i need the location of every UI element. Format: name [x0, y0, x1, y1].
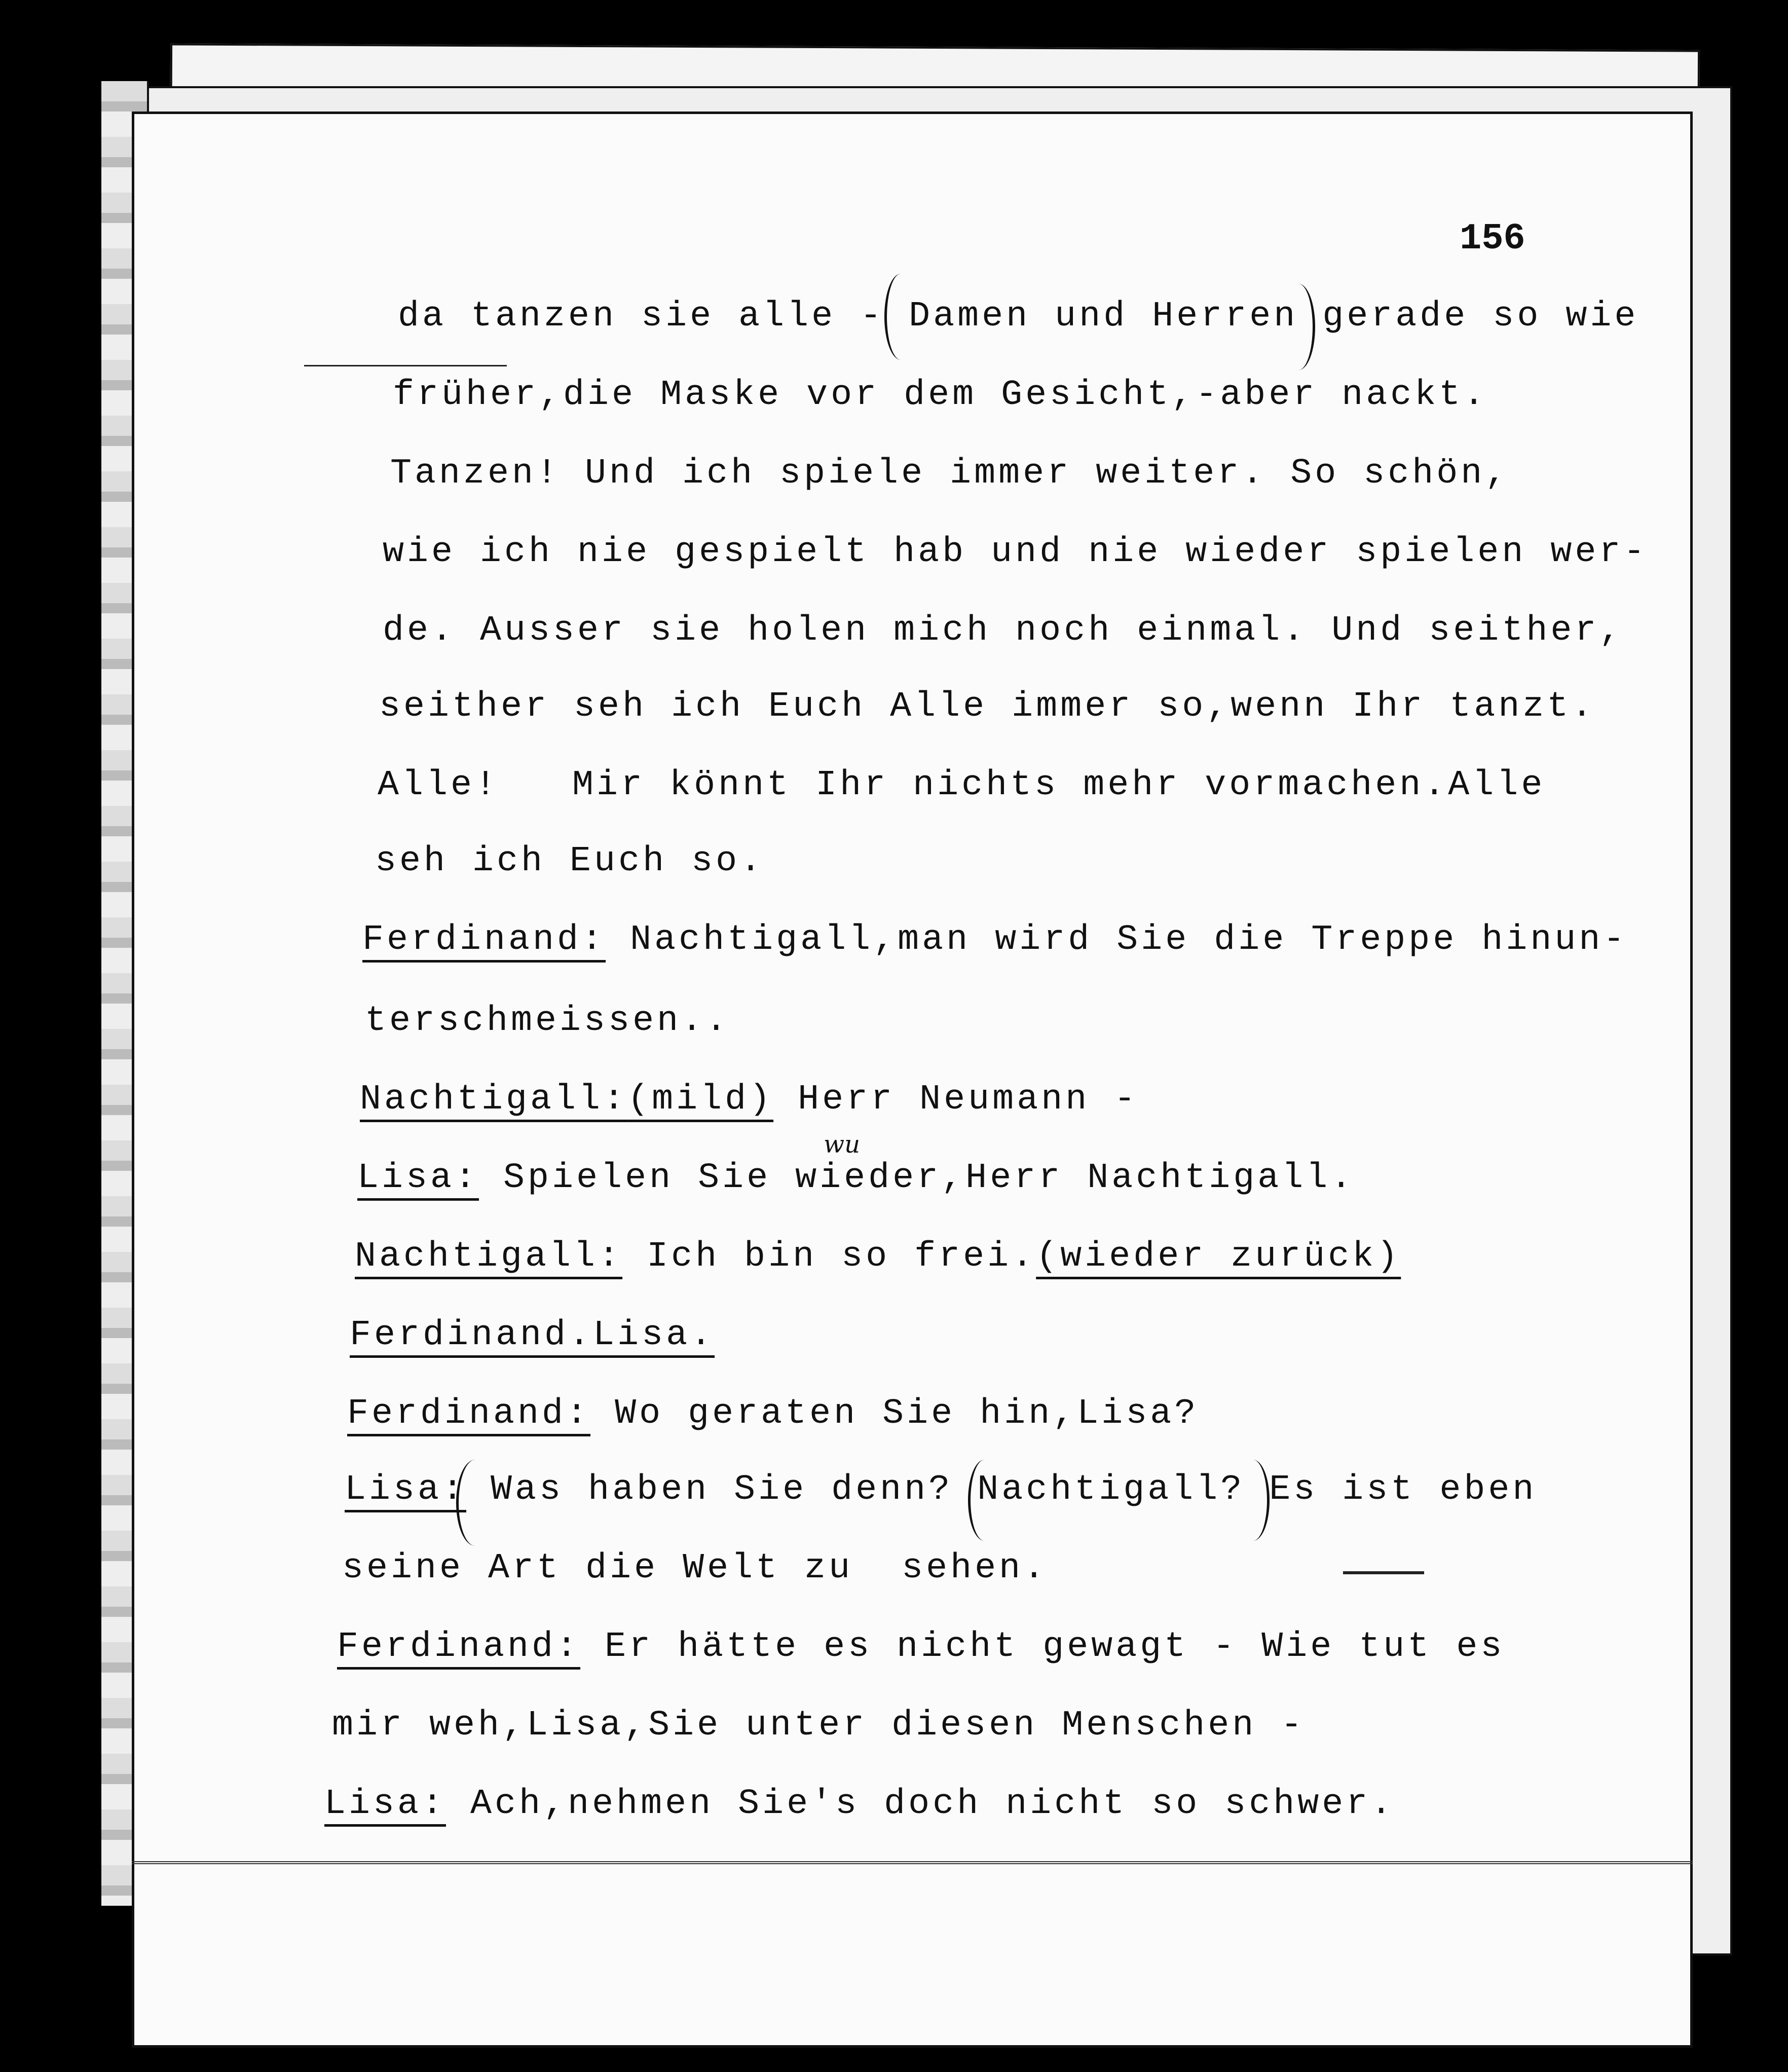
dialogue-text: Was haben Sie denn? Nachtigall? Es ist eben — [466, 1470, 1537, 1510]
bracket-left — [968, 1460, 1001, 1541]
text-line-5: de. Ausser sie holen mich noch einmal. Und seither, — [383, 611, 1624, 651]
text-line-15 — [347, 1396, 1199, 1432]
pencil-mark — [1343, 1571, 1424, 1574]
pencil-mark — [304, 365, 507, 366]
dialogue-text: Nachtigall,man wird Sie die Treppe hinun- — [606, 920, 1628, 960]
text-line-6: seither seh ich Euch Alle immer so,wenn Ihr tanzt. — [379, 687, 1596, 727]
page-bottom-rule — [132, 1861, 1693, 1864]
text-line-1: da tanzen sie alle - Damen und Herren gerade so wie — [398, 297, 1639, 337]
dialogue-text: Herr Neumann - — [773, 1080, 1139, 1120]
dialogue-text: Er hätte es nicht gewagt - Wie tut es — [580, 1627, 1505, 1667]
speaker-nachtigall: Nachtigall: — [360, 1080, 628, 1120]
text-line-7: Alle! Mir könnt Ihr nichts mehr vormachen.Alle — [378, 765, 1546, 805]
text-line-16 — [345, 1472, 1537, 1508]
text-line-3: Tanzen! Und ich spiele immer weiter. So schön, — [390, 454, 1510, 494]
text-line-11 — [360, 1082, 1138, 1118]
page-number: 156 — [1460, 218, 1525, 260]
bracket-left — [884, 274, 917, 360]
dialogue-text: Ich bin so frei. — [622, 1237, 1036, 1277]
bracket-right — [1237, 1460, 1270, 1541]
dialogue-text: Spielen Sie wieder,Herr Nachtigall. — [479, 1158, 1355, 1198]
stage-direction: (mild) — [627, 1080, 774, 1120]
text-line-20 — [324, 1784, 1395, 1824]
text-line-8: seh ich Euch so. — [375, 841, 765, 881]
speaker-lisa: Lisa: — [357, 1158, 479, 1198]
scene-heading: Ferdinand.Lisa. — [350, 1315, 715, 1355]
text-line-2: früher,die Maske vor dem Gesicht,-aber nackt. — [393, 375, 1488, 415]
speaker-lisa: Lisa: — [345, 1470, 467, 1510]
text-line-14 — [350, 1315, 715, 1355]
stage-direction: (wieder zurück) — [1036, 1237, 1401, 1277]
speaker-lisa: Lisa: — [324, 1784, 446, 1824]
bracket-right — [1282, 284, 1315, 370]
dialogue-text: Ach,nehmen Sie's doch nicht so schwer. — [446, 1784, 1395, 1824]
speaker-ferdinand: Ferdinand: — [337, 1627, 581, 1667]
dialogue-text: Wo geraten Sie hin,Lisa? — [590, 1394, 1199, 1434]
handwritten-correction: wu — [824, 1130, 860, 1159]
text-line-17: seine Art die Welt zu sehen. — [342, 1548, 1048, 1588]
speaker-nachtigall: Nachtigall: — [355, 1237, 623, 1277]
text-line-18 — [337, 1627, 1505, 1667]
text-line-9 — [362, 922, 1627, 958]
speaker-ferdinand: Ferdinand: — [362, 920, 606, 960]
text-line-10: terschmeissen.. — [365, 1001, 730, 1041]
bracket-left — [456, 1460, 494, 1546]
speaker-ferdinand: Ferdinand: — [347, 1394, 591, 1434]
text-line-19: mir weh,Lisa,Sie unter diesen Menschen - — [332, 1706, 1306, 1746]
text-line-4: wie ich nie gespielt hab und nie wieder spielen wer- — [383, 532, 1648, 572]
text-line-13 — [355, 1239, 1401, 1275]
text-line-12 — [357, 1158, 1355, 1198]
